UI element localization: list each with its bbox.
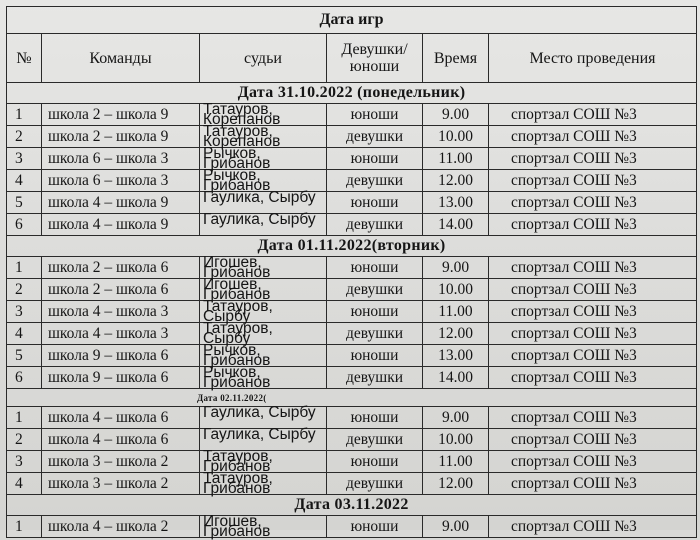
table-row <box>7 192 697 214</box>
table-row <box>7 126 697 148</box>
game-number: 1 <box>7 407 42 429</box>
game-place: спортзал СОШ №3 <box>489 170 697 192</box>
game-time: 9.00 <box>423 407 489 429</box>
game-time: 10.00 <box>423 126 489 148</box>
game-place: спортзал СОШ №3 <box>489 407 697 429</box>
game-teams: школа 4 – школа 6 <box>42 407 200 429</box>
table-row <box>7 516 697 538</box>
game-referees: Рычков, Грибанов <box>200 170 327 192</box>
game-number: 5 <box>7 345 42 367</box>
game-referees: Гаулика, Сырбу <box>200 192 327 214</box>
game-gender: юноши <box>327 407 423 429</box>
game-gender: девушки <box>327 367 423 389</box>
game-number: 4 <box>7 473 42 495</box>
date-row <box>7 236 697 257</box>
game-referees: Гаулика, Сырбу <box>200 407 327 429</box>
game-teams: школа 6 – школа 3 <box>42 148 200 170</box>
game-time: 9.00 <box>423 257 489 279</box>
table-row <box>7 279 697 301</box>
game-referees: Игошев, Грибанов <box>200 516 327 538</box>
game-teams: школа 2 – школа 9 <box>42 104 200 126</box>
game-time: 9.00 <box>423 104 489 126</box>
game-teams: школа 4 – школа 2 <box>42 516 200 538</box>
game-time: 14.00 <box>423 214 489 236</box>
game-teams: школа 4 – школа 9 <box>42 214 200 236</box>
game-number: 3 <box>7 301 42 323</box>
header-gender: Девушки/ юноши <box>327 34 423 83</box>
game-time: 10.00 <box>423 279 489 301</box>
header-referees: судьи <box>200 34 327 83</box>
game-place: спортзал СОШ №3 <box>489 148 697 170</box>
game-place: спортзал СОШ №3 <box>489 345 697 367</box>
game-number: 6 <box>7 214 42 236</box>
game-number: 4 <box>7 170 42 192</box>
game-number: 4 <box>7 323 42 345</box>
date-row <box>7 83 697 104</box>
table-row <box>7 257 697 279</box>
game-gender: девушки <box>327 429 423 451</box>
game-teams: школа 4 – школа 3 <box>42 301 200 323</box>
table-row <box>7 473 697 495</box>
game-referees: Игошев, Грибанов <box>200 279 327 301</box>
game-number: 3 <box>7 148 42 170</box>
game-place: спортзал СОШ №3 <box>489 516 697 538</box>
game-gender: юноши <box>327 192 423 214</box>
game-number: 1 <box>7 516 42 538</box>
game-teams: школа 9 – школа 6 <box>42 367 200 389</box>
header-num: № <box>7 34 42 83</box>
game-gender: юноши <box>327 451 423 473</box>
table-row <box>7 407 697 429</box>
game-place: спортзал СОШ №3 <box>489 104 697 126</box>
game-number: 1 <box>7 257 42 279</box>
game-place: спортзал СОШ №3 <box>489 301 697 323</box>
table-row <box>7 301 697 323</box>
game-place: спортзал СОШ №3 <box>489 126 697 148</box>
game-gender: юноши <box>327 516 423 538</box>
game-gender: юноши <box>327 345 423 367</box>
game-teams: школа 4 – школа 3 <box>42 323 200 345</box>
date-row <box>7 495 697 516</box>
table-row <box>7 148 697 170</box>
game-number: 2 <box>7 429 42 451</box>
date-heading: Дата 01.11.2022(вторник) <box>7 236 697 257</box>
game-place: спортзал СОШ №3 <box>489 451 697 473</box>
game-teams: школа 2 – школа 6 <box>42 279 200 301</box>
header-teams: Команды <box>42 34 200 83</box>
table-row <box>7 170 697 192</box>
game-gender: девушки <box>327 473 423 495</box>
table-row <box>7 104 697 126</box>
game-time: 12.00 <box>423 170 489 192</box>
game-teams: школа 9 – школа 6 <box>42 345 200 367</box>
game-referees: Рычков, Грибанов <box>200 148 327 170</box>
game-gender: девушки <box>327 279 423 301</box>
game-referees: Гаулика, Сырбу <box>200 429 327 451</box>
table-row <box>7 367 697 389</box>
game-teams: школа 4 – школа 6 <box>42 429 200 451</box>
table-row <box>7 451 697 473</box>
game-place: спортзал СОШ №3 <box>489 367 697 389</box>
game-time: 11.00 <box>423 301 489 323</box>
game-teams: школа 3 – школа 2 <box>42 473 200 495</box>
game-place: спортзал СОШ №3 <box>489 429 697 451</box>
table-row <box>7 323 697 345</box>
game-referees: Рычков, Грибанов <box>200 367 327 389</box>
game-gender: девушки <box>327 126 423 148</box>
games-schedule-table <box>6 6 697 538</box>
game-place: спортзал СОШ №3 <box>489 192 697 214</box>
header-row <box>7 34 697 83</box>
table-row <box>7 214 697 236</box>
date-heading: Дата 03.11.2022 <box>7 495 697 516</box>
game-time: 12.00 <box>423 473 489 495</box>
game-teams: школа 2 – школа 6 <box>42 257 200 279</box>
game-place: спортзал СОШ №3 <box>489 257 697 279</box>
game-referees: Татауров, Грибанов <box>200 451 327 473</box>
game-number: 1 <box>7 104 42 126</box>
game-teams: школа 2 – школа 9 <box>42 126 200 148</box>
date-heading: Дата 31.10.2022 (понедельник) <box>7 83 697 104</box>
game-referees: Рычков, Грибанов <box>200 345 327 367</box>
header-place: Место проведения <box>489 34 697 83</box>
game-referees: Татауров, Сырбу <box>200 301 327 323</box>
game-gender: девушки <box>327 170 423 192</box>
date-row <box>7 389 697 407</box>
game-gender: юноши <box>327 148 423 170</box>
table-row <box>7 429 697 451</box>
game-referees: Татауров, Корепанов <box>200 104 327 126</box>
game-referees: Татауров, Сырбу <box>200 323 327 345</box>
game-gender: девушки <box>327 214 423 236</box>
table-row <box>7 345 697 367</box>
game-gender: юноши <box>327 104 423 126</box>
game-number: 2 <box>7 126 42 148</box>
game-referees: Татауров, Грибанов <box>200 473 327 495</box>
game-number: 3 <box>7 451 42 473</box>
table-title: Дата игр <box>7 7 697 34</box>
game-time: 11.00 <box>423 451 489 473</box>
game-time: 14.00 <box>423 367 489 389</box>
game-time: 9.00 <box>423 516 489 538</box>
game-gender: девушки <box>327 323 423 345</box>
game-place: спортзал СОШ №3 <box>489 279 697 301</box>
game-time: 13.00 <box>423 345 489 367</box>
game-teams: школа 4 – школа 9 <box>42 192 200 214</box>
header-time: Время <box>423 34 489 83</box>
game-time: 11.00 <box>423 148 489 170</box>
game-teams: школа 6 – школа 3 <box>42 170 200 192</box>
game-referees: Татауров, Корепанов <box>200 126 327 148</box>
game-number: 6 <box>7 367 42 389</box>
game-time: 13.00 <box>423 192 489 214</box>
game-place: спортзал СОШ №3 <box>489 323 697 345</box>
game-referees: Игошев, Грибанов <box>200 257 327 279</box>
game-place: спортзал СОШ №3 <box>489 473 697 495</box>
game-number: 2 <box>7 279 42 301</box>
game-referees: Гаулика, Сырбу <box>200 214 327 236</box>
game-time: 10.00 <box>423 429 489 451</box>
game-time: 12.00 <box>423 323 489 345</box>
game-place: спортзал СОШ №3 <box>489 214 697 236</box>
game-teams: школа 3 – школа 2 <box>42 451 200 473</box>
date-heading: Дата 02.11.2022( <box>7 389 697 407</box>
title-row <box>7 7 697 34</box>
game-number: 5 <box>7 192 42 214</box>
game-gender: юноши <box>327 257 423 279</box>
game-gender: юноши <box>327 301 423 323</box>
